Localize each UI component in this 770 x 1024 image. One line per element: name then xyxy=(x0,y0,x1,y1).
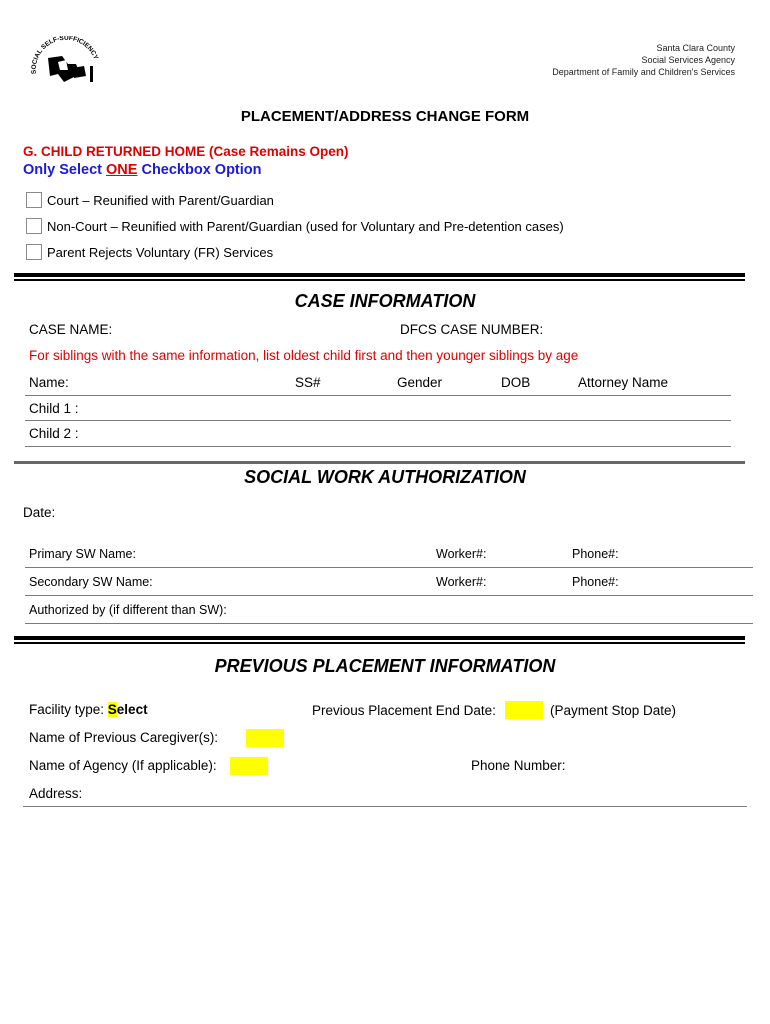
row-divider xyxy=(25,446,731,447)
checkbox[interactable] xyxy=(26,218,42,234)
facility-type-field[interactable] xyxy=(29,702,148,717)
prev-placement-title: PREVIOUS PLACEMENT INFORMATION xyxy=(214,656,556,676)
row-divider xyxy=(25,395,731,396)
option-parent-rejects[interactable] xyxy=(26,243,273,261)
primary-phone-label: Phone#: xyxy=(572,547,619,561)
secondary-worker-label: Worker#: xyxy=(436,575,487,589)
secondary-sw-label: Secondary SW Name: xyxy=(29,575,153,589)
checkbox[interactable] xyxy=(26,192,42,208)
option-non-court[interactable] xyxy=(26,217,564,235)
option-court[interactable] xyxy=(26,191,274,209)
sw-auth-title: SOCIAL WORK AUTHORIZATION xyxy=(244,467,526,487)
form-title: PLACEMENT/ADDRESS CHANGE FORM xyxy=(240,108,530,125)
siblings-note: For siblings with the same information, list oldest child first and then younger siblings by age xyxy=(29,348,579,363)
caregiver-field[interactable] xyxy=(246,729,284,747)
end-date-field[interactable] xyxy=(505,701,543,719)
agency-field[interactable] xyxy=(230,757,268,775)
section-divider xyxy=(14,279,745,281)
instruction-post: Checkbox Option xyxy=(137,162,262,178)
section-divider xyxy=(14,273,745,277)
secondary-phone-label: Phone#: xyxy=(572,575,619,589)
authorized-by-label: Authorized by (if different than SW): xyxy=(29,603,227,617)
checkbox[interactable] xyxy=(26,244,42,260)
header-department: Department of Family and Children's Services xyxy=(552,67,735,77)
facility-type-label: Facility type: xyxy=(29,702,108,717)
option-label: Parent Rejects Voluntary (FR) Services xyxy=(47,244,274,260)
payment-stop-note: (Payment Stop Date) xyxy=(550,703,677,718)
row-divider xyxy=(25,623,753,624)
facility-select-value[interactable]: elect xyxy=(116,702,148,717)
phone-number-label: Phone Number: xyxy=(471,758,566,773)
col-gender: Gender xyxy=(397,375,443,390)
date-label: Date: xyxy=(23,505,56,520)
instruction-emphasis: ONE xyxy=(106,162,138,178)
header-county: Santa Clara County xyxy=(656,43,735,53)
agency-label: Name of Agency (If applicable): xyxy=(29,758,217,773)
col-name: Name: xyxy=(29,375,69,390)
agency-logo xyxy=(28,36,108,88)
col-attorney: Attorney Name xyxy=(578,375,669,390)
case-name-label: CASE NAME: xyxy=(29,322,113,337)
primary-sw-label: Primary SW Name: xyxy=(29,547,136,561)
option-label: Non-Court – Reunified with Parent/Guardian (used for Voluntary and Pre-detention cases) xyxy=(47,218,564,234)
address-label: Address: xyxy=(29,786,83,801)
row-divider xyxy=(25,595,753,596)
section-g-title: G. CHILD RETURNED HOME (Case Remains Open) xyxy=(23,144,349,159)
col-dob: DOB xyxy=(501,375,531,390)
facility-select-highlight[interactable]: S xyxy=(107,702,117,717)
dfcs-case-number-label: DFCS CASE NUMBER: xyxy=(400,322,544,337)
section-g-instruction xyxy=(23,162,262,178)
header-agency: Social Services Agency xyxy=(641,55,735,65)
instruction-pre: Only Select xyxy=(23,162,107,178)
section-divider xyxy=(14,642,745,644)
row-divider xyxy=(25,420,731,421)
primary-worker-label: Worker#: xyxy=(436,547,487,561)
section-divider xyxy=(14,636,745,640)
caregiver-label: Name of Previous Caregiver(s): xyxy=(29,730,219,745)
option-label: Court – Reunified with Parent/Guardian xyxy=(47,192,274,208)
logo-ring-text: SOCIAL SELF-SUFFICIENCY xyxy=(30,36,100,75)
end-date-label: Previous Placement End Date: xyxy=(312,703,496,718)
section-divider xyxy=(14,461,745,464)
child-1-label: Child 1 : xyxy=(29,401,79,416)
row-divider xyxy=(23,806,747,807)
child-2-label: Child 2 : xyxy=(29,426,79,441)
col-ss: SS# xyxy=(295,375,321,390)
row-divider xyxy=(25,567,753,568)
case-info-title: CASE INFORMATION xyxy=(294,291,476,311)
